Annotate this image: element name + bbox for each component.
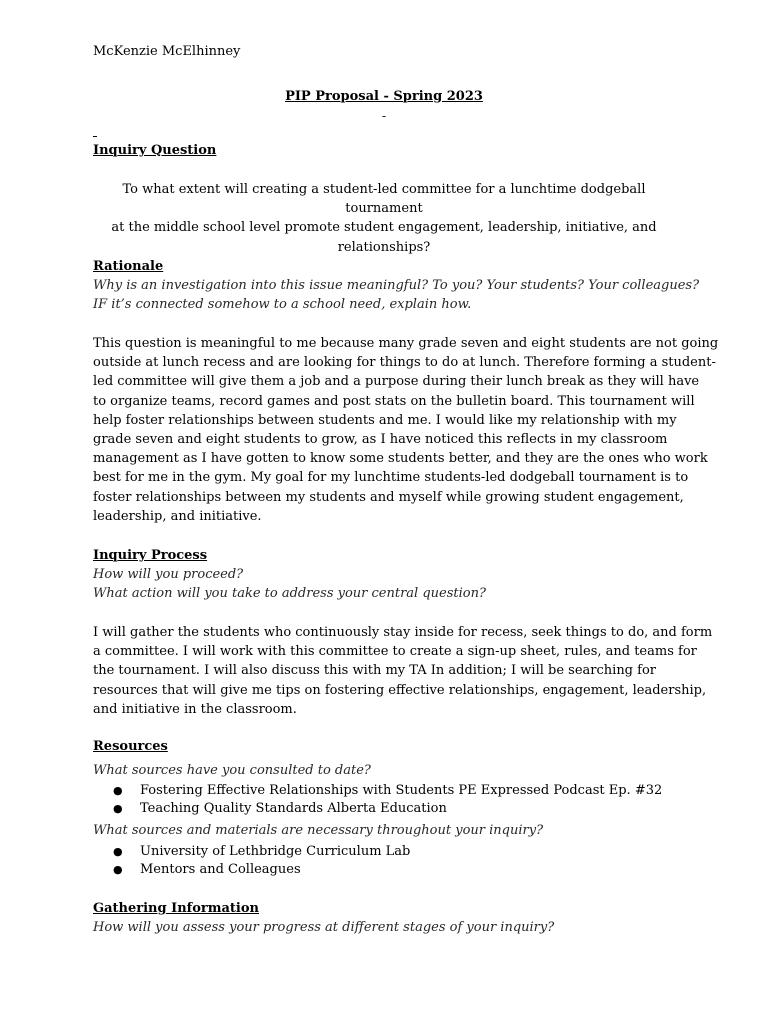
- question-line: To what extent will creating a student-led committee for a lunchtime dodgeball tournament: [122, 182, 646, 217]
- rationale-paragraph: [93, 334, 719, 526]
- paragraph-line: I will gather the students who continuously stay inside for recess, seek things to do, and form: [93, 625, 713, 640]
- author-name: McKenzie McElhinney: [93, 44, 241, 59]
- paragraph-line: foster relationships between my students and myself while growing student engagement,: [93, 489, 684, 505]
- paragraph-line: help foster relationships between students and me. I would like my relationship with my: [93, 412, 677, 428]
- paragraph-line: This question is meaningful to me because many grade seven and eight students are not going: [93, 336, 719, 351]
- list-item: [113, 861, 410, 879]
- document-title: PIP Proposal - Spring 2023: [285, 89, 483, 104]
- gathering-information-heading: Gathering Information: [93, 901, 259, 916]
- list-item: [113, 800, 662, 818]
- bullet-icon: ●: [113, 801, 123, 815]
- rationale-prompt-line: Why is an investigation into this issue meaningful? To you? Your students? Your colleagues?: [93, 278, 700, 293]
- necessary-sources-list: [113, 843, 410, 878]
- paragraph-line: the tournament. I will also discuss this with my TA In addition; I will be searching for: [93, 663, 656, 679]
- list-item-text: Fostering Effective Relationships with Students PE Expressed Podcast Ep. #32: [140, 783, 663, 798]
- consulted-sources-list: [113, 782, 662, 817]
- rationale-heading: Rationale: [93, 259, 164, 274]
- bullet-icon: ●: [113, 845, 123, 858]
- list-item: [113, 843, 410, 861]
- bullet-icon: ●: [113, 784, 123, 797]
- inquiry-question-text: [93, 180, 675, 257]
- paragraph-line: resources that will give me tips on fostering effective relationships, engagement, leadership,: [93, 682, 707, 698]
- list-item-text: Teaching Quality Standards Alberta Education: [140, 800, 447, 816]
- paragraph-line: management as I have gotten to know some students better, and they are the ones who work: [93, 451, 708, 467]
- paragraph-line: grade seven and eight students to grow, as I have noticed this reflects in my classroom: [93, 432, 668, 448]
- process-prompt-line: What action will you take to address your central question?: [93, 586, 486, 601]
- list-item: [113, 782, 662, 800]
- title-dash: -: [381, 109, 387, 123]
- process-prompt-line: How will you proceed?: [93, 567, 244, 582]
- paragraph-line: best for me in the gym. My goal for my lunchtime students-led dodgeball tournament is to: [93, 470, 689, 486]
- paragraph-line: to organize teams, record games and post stats on the bulletin board. This tournament will: [93, 393, 695, 409]
- resources-heading: Resources: [93, 739, 168, 754]
- gathering-prompt: How will you assess your progress at different stages of your inquiry?: [93, 920, 555, 935]
- bullet-icon: ●: [113, 862, 123, 876]
- paragraph-line: leadership, and initiative.: [93, 508, 262, 524]
- paragraph-line: outside at lunch recess and are looking for things to do at lunch. Therefore forming a student-: [93, 355, 716, 371]
- paragraph-line: led committee will give them a job and a purpose during their lunch break as they will have: [93, 374, 700, 390]
- process-paragraph: [93, 623, 713, 719]
- resources-prompt-consulted: What sources have you consulted to date?: [93, 763, 371, 778]
- inquiry-process-heading: Inquiry Process: [93, 548, 208, 563]
- stray-mark: [93, 136, 97, 137]
- rationale-prompt-line: IF it’s connected somehow to a school need, explain how.: [93, 297, 472, 312]
- list-item-text: University of Lethbridge Curriculum Lab: [140, 844, 411, 859]
- list-item-text: Mentors and Colleagues: [140, 861, 301, 877]
- paragraph-line: and initiative in the classroom.: [93, 701, 297, 717]
- paragraph-line: a committee. I will work with this committee to create a sign-up sheet, rules, and teams for: [93, 644, 697, 660]
- inquiry-question-heading: Inquiry Question: [93, 143, 217, 158]
- question-line: relationships?: [337, 239, 431, 255]
- question-line: at the middle school level promote student engagement, leadership, initiative, and: [111, 220, 657, 236]
- resources-prompt-necessary: What sources and materials are necessary throughout your inquiry?: [93, 823, 544, 838]
